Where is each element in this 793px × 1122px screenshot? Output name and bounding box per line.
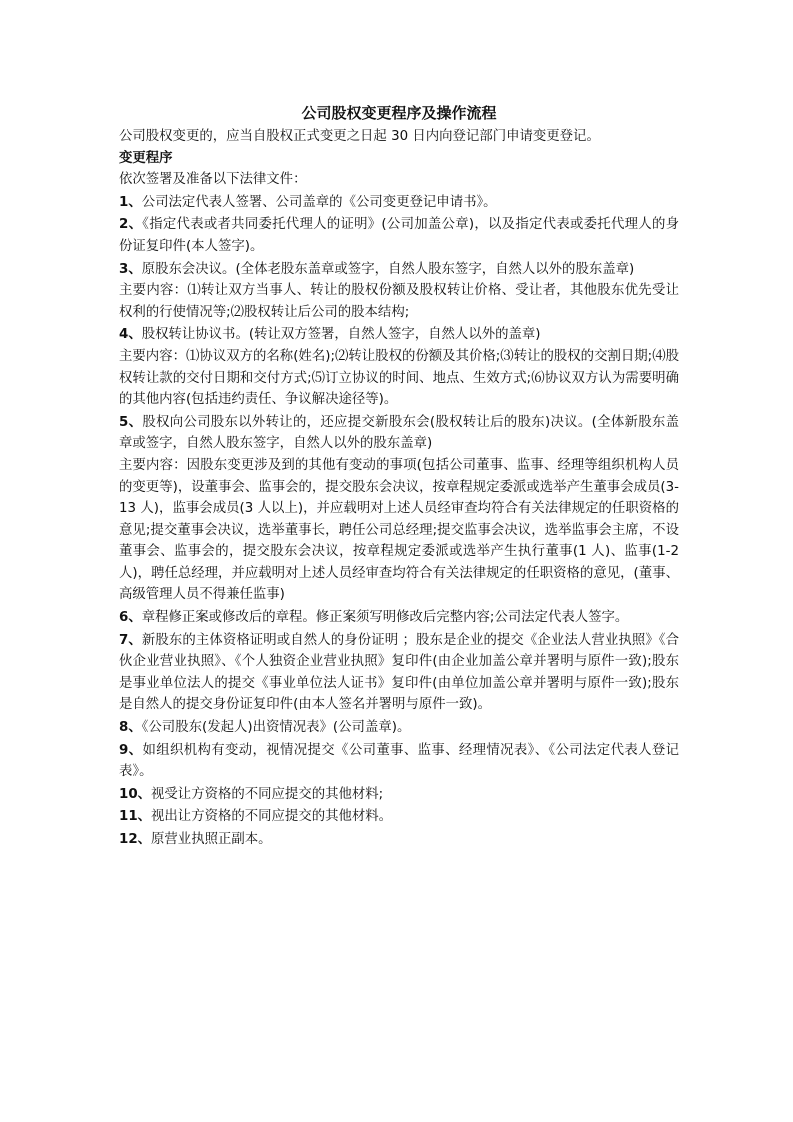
item-text: 原股东会决议。(全体老股东盖章或签字，自然人股东签字，自然人以外的股东盖章) [141,261,635,277]
list-item [119,324,679,346]
document-title: 公司股权变更程序及操作流程 [301,104,497,122]
item-text: 新股东的主体资格证明或自然人的身份证明 ；股东是企业的提交《企业法人营业执照》《合伙企业营业执照》、《个人独资企业营业执照》复印件(由企业加盖公章并署明与原件一致);股东是事业单位法人的提交《事业单位法人证书》复印件(由单位加盖公章并署明与原件一致);股东是自然人的提交身份证复印件(由本人签名并署明与原件一致)。 [119,632,679,713]
item-number: 1、 [119,194,142,210]
list-item [119,412,679,455]
item-number: 6、 [119,610,142,626]
list-item [119,717,679,739]
item-text: 股权向公司股东以外转让的，还应提交新股东会(股权转让后的股东)决议。(全体新股东盖章或签字，自然人股东签字，自然人以外的股东盖章) [119,414,679,452]
item-number: 11、 [119,809,152,825]
item-number: 12、 [119,832,152,847]
item-list [119,192,679,851]
list-item [119,214,679,257]
document-body [119,102,679,851]
lead-paragraph: 依次签署及准备以下法律文件： [119,172,307,188]
item-number: 5、 [119,414,143,430]
item-text: 股权转让协议书。(转让双方签署，自然人签字，自然人以外的盖章) [141,327,541,343]
item-number: 4、 [119,327,142,343]
intro-paragraph: 公司股权变更的，应当自股权正式变更之日起 30 日内向登记部门申请变更登记。 [119,129,600,144]
item-number: 8、 [119,720,142,736]
item-number: 10、 [119,786,152,802]
item-detail: 主要内容：⑴转让双方当事人、转让的股权份额及股权转让价格、受让者，其他股东优先受让权利的行使情况等;⑵股权转让后公司的股本结构; [119,283,679,320]
item-text: 《公司股东(发起人)出资情况表》(公司盖章)。 [141,720,411,736]
list-item [119,192,679,214]
item-text: 视出让方资格的不同应提交的其他材料。 [151,809,393,825]
section-heading: 变更程序 [119,150,173,166]
item-number: 3、 [119,261,142,277]
list-item [119,784,679,806]
list-item [119,607,679,629]
item-number: 9、 [119,742,143,758]
list-item [119,740,679,783]
item-detail: 主要内容：⑴协议双方的名称(姓名);⑵转让股权的份额及其价格;⑶转让的股权的交割日期;⑷股权转让款的交付日期和交付方式;⑸订立协议的时间、地点、生效方式;⑹协议双方认为需要明确的其他内容(包括违约责任、争议解决途径等)。 [119,348,679,408]
list-item [119,630,679,716]
item-text: 原营业执照正副本。 [151,832,272,847]
item-number: 7、 [119,632,142,648]
item-text: 公司法定代表人签署、公司盖章的《公司变更登记申请书》。 [141,194,497,210]
item-text: 《指定代表或者共同委托代理人的证明》(公司加盖公章)，以及指定代表或委托代理人的身份证复印件(本人签字)。 [119,217,679,254]
list-item [119,829,679,851]
item-text: 章程修正案或修改后的章程。修正案须写明修改后完整内容;公司法定代表人签字。 [141,610,629,626]
item-number: 2、 [119,217,143,233]
list-item [119,806,679,828]
item-detail: 主要内容：因股东变更涉及到的其他有变动的事项(包括公司董事、监事、经理等组织机构人员的变更等)，设董事会、监事会的，提交股东会决议，按章程规定委派或选举产生董事会成员(3-13 人)，监事会成员(3 人以上)，并应载明对上述人员经审查均符合有关法律规定的任职资格的意见;提交董事会决议，选举董事长，聘任公司总经理;提交监事会决议，选举监事会主席，不设董事会、监事会的，提交股东会决议，按章程规定委派或选举产生执行董事(1 人)、监事(1-2 人)，聘任总经理，并应载明对上述人员经审查均符合有关法律规定的任职资格的意见，(董事、高级管理人员不得兼任监事) [119,457,679,603]
item-text: 如组织机构有变动，视情况提交《公司董事、监事、经理情况表》、《公司法定代表人登记表》。 [119,742,679,780]
item-text: 视受让方资格的不同应提交的其他材料; [151,786,384,802]
list-item [119,259,679,281]
